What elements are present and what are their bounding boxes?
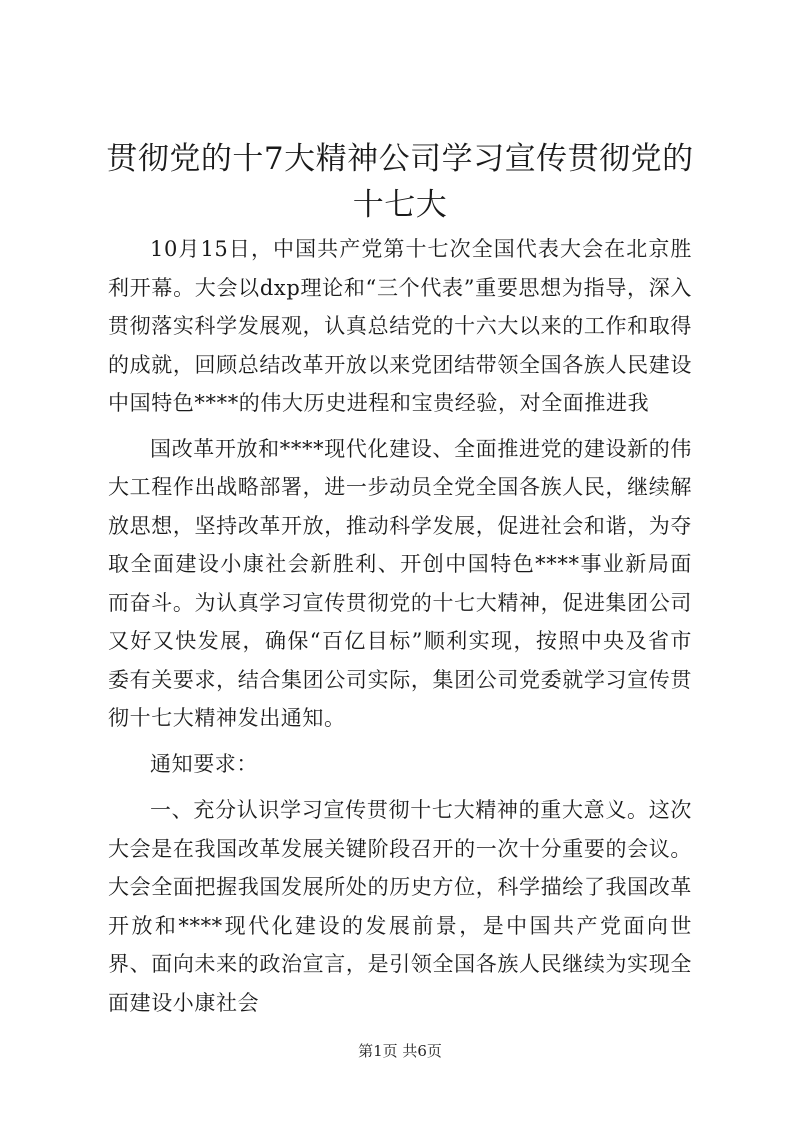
document-body xyxy=(108,230,692,1029)
paragraph-section-one: 一、充分认识学习宣传贯彻十七大精神的重大意义。这次大会是在我国改革发展关键阶段召开的一次十分重要的会议。大会全面把握我国发展所处的历史方位，科学描绘了我国改革开放和****现代化建设的发展前景，是中国共产党面向世界、面向未来的政治宣言，是引领全国各族人民继续为实现全面建设小康社会 xyxy=(108,798,692,1015)
paragraph-notice-heading: 通知要求： xyxy=(150,751,258,776)
page-footer: 第1页 共6页 xyxy=(358,1042,442,1060)
document-title: 贯彻党的十7大精神公司学习宣传贯彻党的十七大 xyxy=(106,141,694,223)
paragraph-notice-context: 国改革开放和****现代化建设、全面推进党的建设新的伟大工程作出战略部署，进一步动员全党全国各族人民，继续解放思想，坚持改革开放，推动科学发展，促进社会和谐，为夺取全面建设小康社会新胜利、开创中国特色****事业新局面而奋斗。为认真学习宣传贯彻党的十七大精神，促进集团公司又好又快发展，确保“百亿目标”顺利实现，按照中央及省市委有关要求，结合集团公司实际，集团公司党委就学习宣传贯彻十七大精神发出通知。 xyxy=(108,436,692,730)
paragraph-opening: 10月15日，中国共产党第十七次全国代表大会在北京胜利开幕。大会以dxp理论和“三个代表”重要思想为指导，深入贯彻落实科学发展观，认真总结党的十六大以来的工作和取得的成就，回顾总结改革开放以来党团结带领全国各族人民建设中国特色****的伟大历史进程和宝贵经验，对全面推进我 xyxy=(108,237,692,415)
